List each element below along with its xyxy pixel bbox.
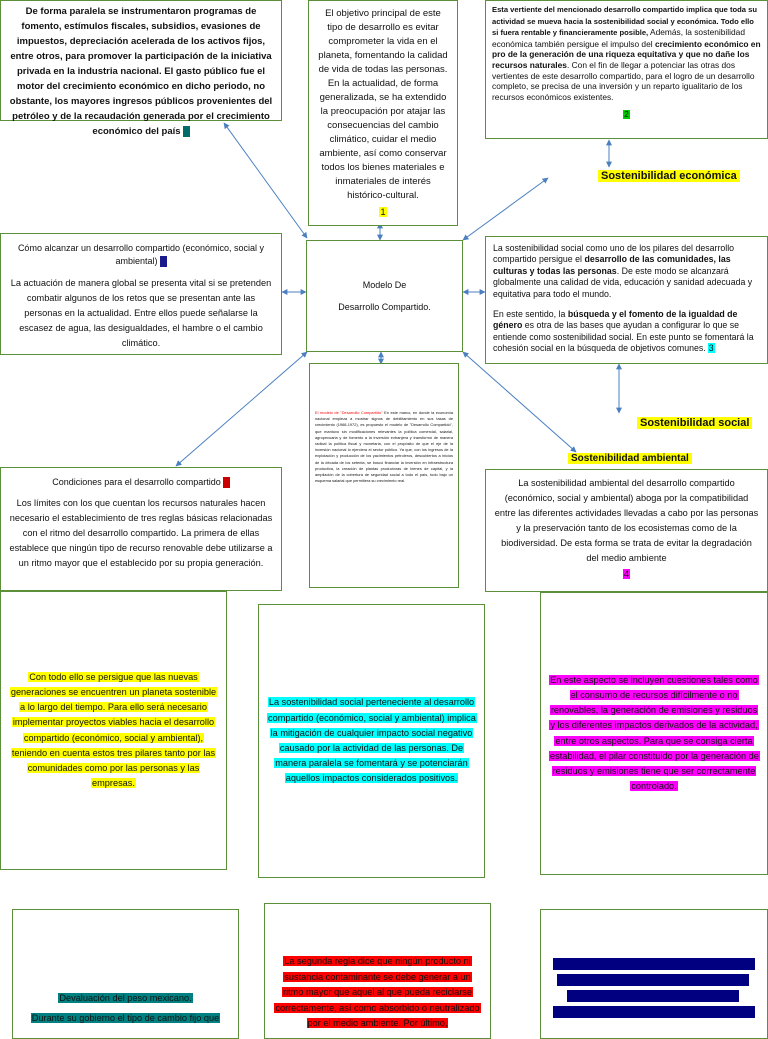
mid-right-box	[485, 236, 768, 364]
teal-box	[12, 909, 239, 1039]
navy-highlight-bar	[553, 958, 755, 970]
arrow-to-economic	[463, 178, 548, 240]
environmental-text: La sostenibilidad ambiental del desarrollo compartido (económico, social y ambiental) aboga por la compatibilidad entre las diferentes actividades llevadas a cabo por las personas y la preservación tanto de los ecosistemas como de la biodiversidad. De esta forma se trata de evitar la degradación del medio ambiente	[494, 478, 759, 563]
conditions-box	[0, 467, 282, 591]
red-text: La segunda regla dice que ningún producto ni sustancia contaminante se debe generar a un ritmo mayor que aquel al que pueda reciclarse correctamente, así como absorbido o neutralizado por el medio ambiente. Por último,	[275, 956, 480, 1029]
environmental-box	[485, 469, 768, 592]
model-title-line1: Modelo De	[362, 280, 407, 290]
cyan-box	[258, 604, 485, 878]
conditions-text: Los límites con los que cuentan los recursos naturales hacen necesario el establecimiento de tres reglas básicas relacionadas con el ritmo del desarrollo compartido. La primera de ellas establece que ningún tipo de recurso renovable debe utilizarse a un ritmo mayor que el establecido por su propia generación.	[9, 498, 273, 568]
mid-right-text-d: es otra de las bases que ayudan a configurar lo que se entiende como sostenibilidad social. En este punto se fomentará la cohesión social en la búsqueda de objetivos comunes.	[493, 320, 754, 354]
top-left-text: De forma paralela se instrumentaron programas de fomento, estímulos fiscales, subsidios, evasiones de impuestos, depreciación acelerada de los activos fijos, entre otros, para promover la participación de la iniciativa privada en la industria nacional. El gasto público fue el motor del crecimiento económico en dicho periodo, no obstante, los mayores ingresos públicos provenientes del petróleo y de la recaudación generada por el crecimiento económico del país	[9, 6, 273, 137]
small-center-box	[309, 363, 459, 588]
label-environmental: Sostenibilidad ambiental	[568, 453, 692, 464]
conditions-title: Condiciones para el desarrollo compartido	[52, 477, 221, 487]
top-left-box	[0, 0, 282, 137]
label-social: Sostenibilidad social	[637, 417, 752, 429]
top-center-text: El objetivo principal de este tipo de desarrollo es evitar comprometer la vida en el planeta, fomentando la calidad de vida de todas las personas. En la actualidad, de forma generalizada, se ha extendido la preocupación por atajar las consecuencias del cambio climático, cuidar el medio ambiente, así como conservar todos los bienes materiales e inmateriales de interés histórico-cultural.	[318, 8, 448, 201]
teal-marker-icon	[183, 126, 190, 137]
label-economic: Sostenibilidad económica	[598, 170, 740, 182]
marker-4: 4	[623, 569, 629, 579]
mid-right-text-b: . De este modo se alcanzará globalmente una calidad de vida, educación y sanidad adecuada y equitativa para todo el mundo.	[493, 265, 753, 299]
top-right-box	[485, 0, 768, 139]
small-center-text: En este marco, en donde la economía nacional empieza a mostrar signos de debilitamiento en sus tasas de crecimiento (1968-1972), es propuesto el modelo de "Desarrollo Compartido", que mantuvo sin modificaciones relevantes la política comercial, salarial, agropecuaria y de fomento a la inversión extranjera y transformó de manera radical la política fiscal y monetaria, con el propósito de que el eje de la inversión nacional lo ejerciera el sector público. Ya que, con los ingresos de la explotación y producción de los yacimientos petroleros, descubiertos a inicios de la década de los setenta, se buscó financiar la inversión en infraestructura productiva, la creación de plantas productoras de bienes de capital, y la ampliación de la cobertura de seguridad social a todo el país, todo bajo un esquema salarial que permitiera su crecimiento real.	[315, 410, 453, 484]
marker-3: 3	[708, 343, 714, 354]
magenta-box	[540, 592, 768, 875]
top-right-text-a: Además, la sostenibilidad económica también persigue el impulso del	[492, 27, 745, 49]
navy-highlight-bar	[567, 990, 739, 1002]
mid-right-text-c: En este sentido, la	[493, 309, 568, 320]
navy-box	[540, 909, 768, 1039]
small-center-red-title: El modelo de "Desarrollo Compartido"	[315, 410, 383, 415]
red-box	[264, 903, 491, 1039]
arrow-to-top-left	[224, 123, 307, 238]
marker-1: 1	[380, 207, 386, 217]
yellow-text: Con todo ello se persigue que las nuevas generaciones se encuentren un planeta sostenible a lo largo del tiempo. Para ello será necesario implementar proyectos viables hacia el desarrollo compartido (económico, social y ambiental), teniendo en cuenta estos tres pilares tanto por las comunidades como por las personas y las empresas.	[10, 671, 217, 789]
mid-right-bold-b: búsqueda y el fomento de la igualdad de género	[493, 309, 738, 331]
mid-left-text: La actuación de manera global se presenta vital si se pretenden combatir algunos de los retos que se presentan ante las personas en la actualidad. Entre ellos puede señalarse la escasez de agua, las desigualdades, el hambre o el cambio climático.	[10, 278, 272, 348]
mid-left-box	[0, 233, 282, 355]
magenta-text: En este aspecto se incluyen cuestiones tales como el consumo de recursos difícilmente o no renovables, la generación de emisiones y residuos y los diferentes impactos derivados de la actividad, entre otros aspectos. Para que se consiga cierta estabilidad, el pilar constituido por la generación de residuos y emisiones tiene que ser correctamente controlado.	[550, 674, 759, 792]
arrow-to-conditions	[176, 352, 307, 466]
top-right-intro: Esta vertiente del mencionado desarrollo compartido implica que toda su actividad se mueva hacia la sostenibilidad social y económica. Todo ello si fuera rentable y financieramente posible,	[492, 5, 757, 38]
cyan-text: La sostenibilidad social perteneciente al desarrollo compartido (económico, social y ambiental) implica la mitigación de cualquier impacto social negativo causado por la actividad de las personas. De manera paralela se fomentará y se potenciarán aquellos impactos considerados positivos.	[268, 697, 476, 784]
yellow-box	[0, 591, 227, 870]
mid-left-title: Cómo alcanzar un desarrollo compartido (económico, social y ambiental)	[17, 243, 265, 266]
arrow-to-environmental	[463, 352, 576, 452]
mid-right-text-a: La sostenibilidad social como uno de los pilares del desarrollo compartido persigue el	[493, 243, 735, 265]
navy-marker-icon	[160, 256, 167, 267]
red-marker-icon	[223, 477, 230, 488]
marker-2: 2	[624, 110, 629, 120]
navy-highlight-bar	[553, 1006, 755, 1018]
teal-title: Devaluación del peso mexicano.	[59, 993, 192, 1003]
teal-text: Durante su gobierno el tipo de cambio fijo que	[31, 1013, 220, 1023]
model-box[interactable]	[306, 240, 463, 352]
top-right-bold: crecimiento económico en pro de la generación de una riqueza equitativa y que no dañe los recursos naturales	[492, 38, 761, 70]
model-title-line2: Desarrollo Compartido.	[338, 302, 431, 312]
top-right-text-b: . Con el fin de llegar a potenciar las otras dos vertientes de este desarrollo compartido, para el logro de un desarrollo completo, se precisa de una inversión y un reparto igualitario de los recursos económicos existentes.	[492, 59, 755, 102]
top-center-box	[308, 0, 458, 226]
mid-right-bold-a: desarrollo de las comunidades, las culturas y todas las personas	[493, 254, 731, 276]
navy-highlight-bar	[557, 974, 749, 986]
